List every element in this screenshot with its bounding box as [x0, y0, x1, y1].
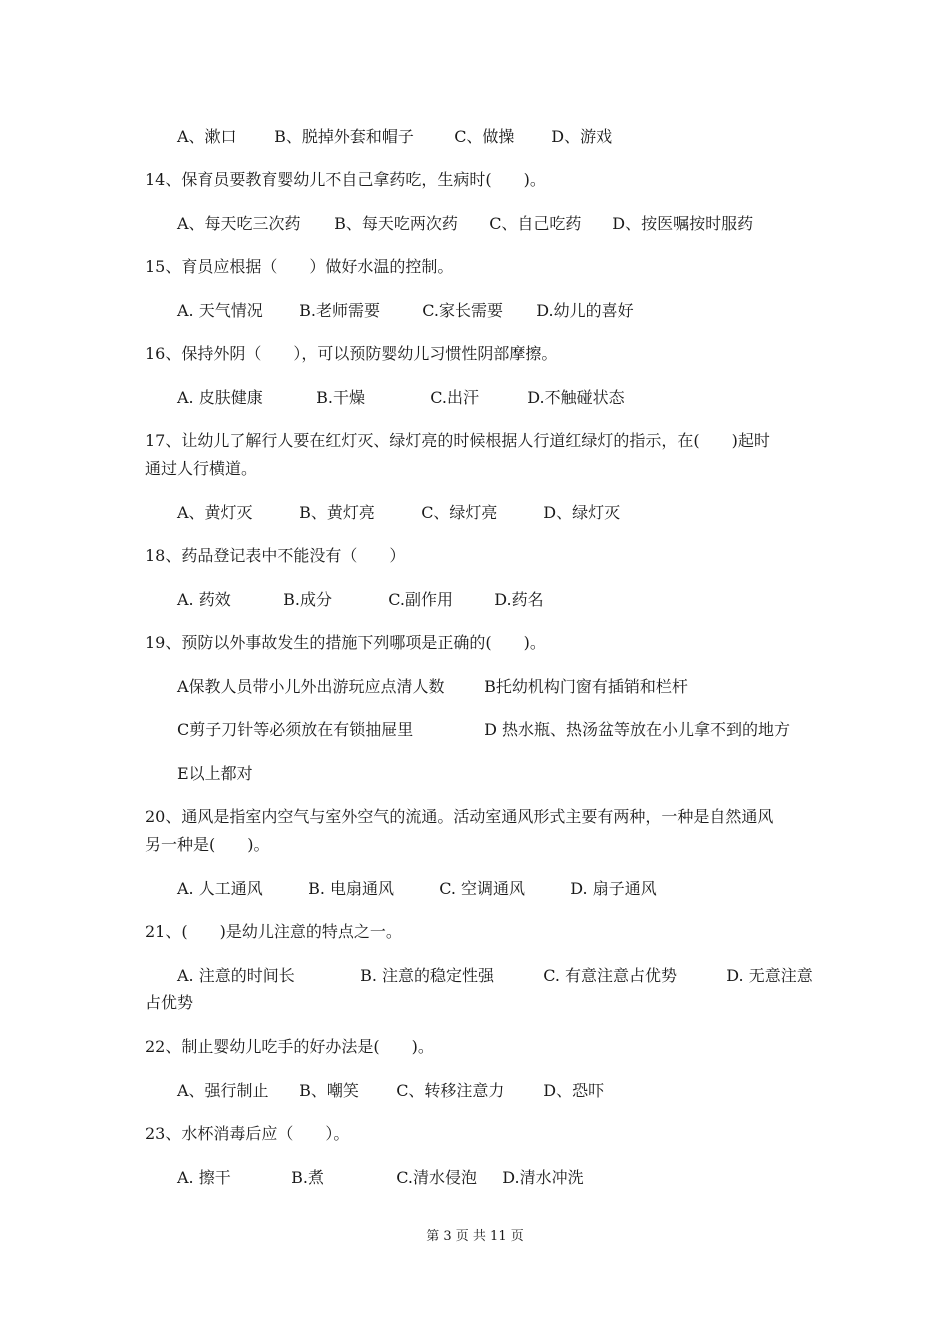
option: A、每天吃三次药 [177, 214, 301, 233]
option: D.不触碰状态 [527, 388, 625, 407]
option: C. 有意注意占优势 [543, 966, 678, 985]
q19-options-row-1 [177, 677, 688, 697]
option: D、绿灯灭 [543, 503, 621, 522]
question-17-line-1: 17、让幼儿了解行人要在红灯灭、绿灯亮的时候根据人行道红绿灯的指示，在( )起时 [145, 431, 770, 450]
option: B、黄灯亮 [299, 503, 375, 522]
option: D.幼儿的喜好 [536, 301, 634, 320]
q22-options [177, 1081, 604, 1101]
option: C. 空调通风 [439, 879, 526, 898]
option: B.老师需要 [299, 301, 380, 320]
question-17-line-2: 通过人行横道。 [145, 459, 258, 478]
q18-options [177, 590, 544, 610]
option: A. 皮肤健康 [177, 388, 263, 407]
option: D. 扇子通风 [570, 879, 657, 898]
option: C.副作用 [388, 590, 453, 609]
q23-options [177, 1168, 584, 1188]
option: A. 天气情况 [177, 301, 263, 320]
option: B.成分 [283, 590, 332, 609]
q13-options [177, 127, 612, 147]
option: A. 擦干 [177, 1168, 231, 1187]
option: C、绿灯亮 [421, 503, 498, 522]
option: C.清水侵泡 [396, 1168, 477, 1187]
option: C、自己吃药 [489, 214, 582, 233]
option: A. 注意的时间长 [177, 966, 295, 985]
q16-options [177, 388, 625, 408]
option: A保教人员带小儿外出游玩应点清人数 [177, 677, 445, 696]
q21-options [177, 966, 813, 986]
q19-options-row-3 [177, 764, 253, 784]
option: B托幼机构门窗有插销和栏杆 [484, 677, 688, 696]
option: A. 药效 [177, 590, 231, 609]
option: C、转移注意力 [396, 1081, 505, 1100]
option: B. 电扇通风 [308, 879, 395, 898]
option: A、黄灯灭 [177, 503, 253, 522]
option: D 热水瓶、热汤盆等放在小儿拿不到的地方 [484, 720, 791, 739]
question-23: 23、水杯消毒后应（ ）。 [145, 1124, 350, 1143]
option: A、强行制止 [177, 1081, 269, 1100]
option: B、脱掉外套和帽子 [274, 127, 414, 146]
option: A. 人工通风 [177, 879, 263, 898]
option: C、做操 [454, 127, 515, 146]
question-20-line-2: 另一种是( )。 [145, 835, 270, 854]
option: D、按医嘱按时服药 [612, 214, 754, 233]
option: B、每天吃两次药 [334, 214, 458, 233]
q17-options [177, 503, 620, 523]
page-footer: 第 3 页 共 11 页 [426, 1229, 524, 1244]
option: B.干燥 [316, 388, 365, 407]
option: C.出汗 [430, 388, 479, 407]
question-16: 16、保持外阴（ ），可以预防婴幼儿习惯性阴部摩擦。 [145, 344, 558, 363]
option: C.家长需要 [422, 301, 503, 320]
question-15: 15、育员应根据（ ）做好水温的控制。 [145, 257, 454, 276]
option: D、游戏 [551, 127, 613, 146]
question-19: 19、预防以外事故发生的措施下列哪项是正确的( )。 [145, 633, 546, 652]
question-18: 18、药品登记表中不能没有（ ） [145, 546, 406, 565]
q21-options-wrap: 占优势 [145, 993, 194, 1012]
question-14: 14、保育员要教育婴幼儿不自己拿药吃，生病时( )。 [145, 170, 546, 189]
option: D.清水冲洗 [502, 1168, 584, 1187]
option: B.煮 [291, 1168, 324, 1187]
option: D. 无意注意 [726, 966, 813, 985]
option: B. 注意的稳定性强 [360, 966, 495, 985]
question-21: 21、( )是幼儿注意的特点之一。 [145, 922, 402, 941]
q19-options-row-2 [177, 720, 790, 740]
option: D.药名 [494, 590, 544, 609]
q20-options [177, 879, 657, 899]
option: C剪子刀针等必须放在有锁抽屉里 [177, 720, 414, 739]
q14-options [177, 214, 753, 234]
option: D、恐吓 [543, 1081, 605, 1100]
option: A、漱口 [177, 127, 237, 146]
option: E以上都对 [177, 764, 253, 783]
question-22: 22、制止婴幼儿吃手的好办法是( )。 [145, 1037, 434, 1056]
q15-options [177, 301, 634, 321]
option: B、嘲笑 [299, 1081, 359, 1100]
question-20-line-1: 20、通风是指室内空气与室外空气的流通。活动室通风形式主要有两种，一种是自然通风 [145, 807, 774, 826]
